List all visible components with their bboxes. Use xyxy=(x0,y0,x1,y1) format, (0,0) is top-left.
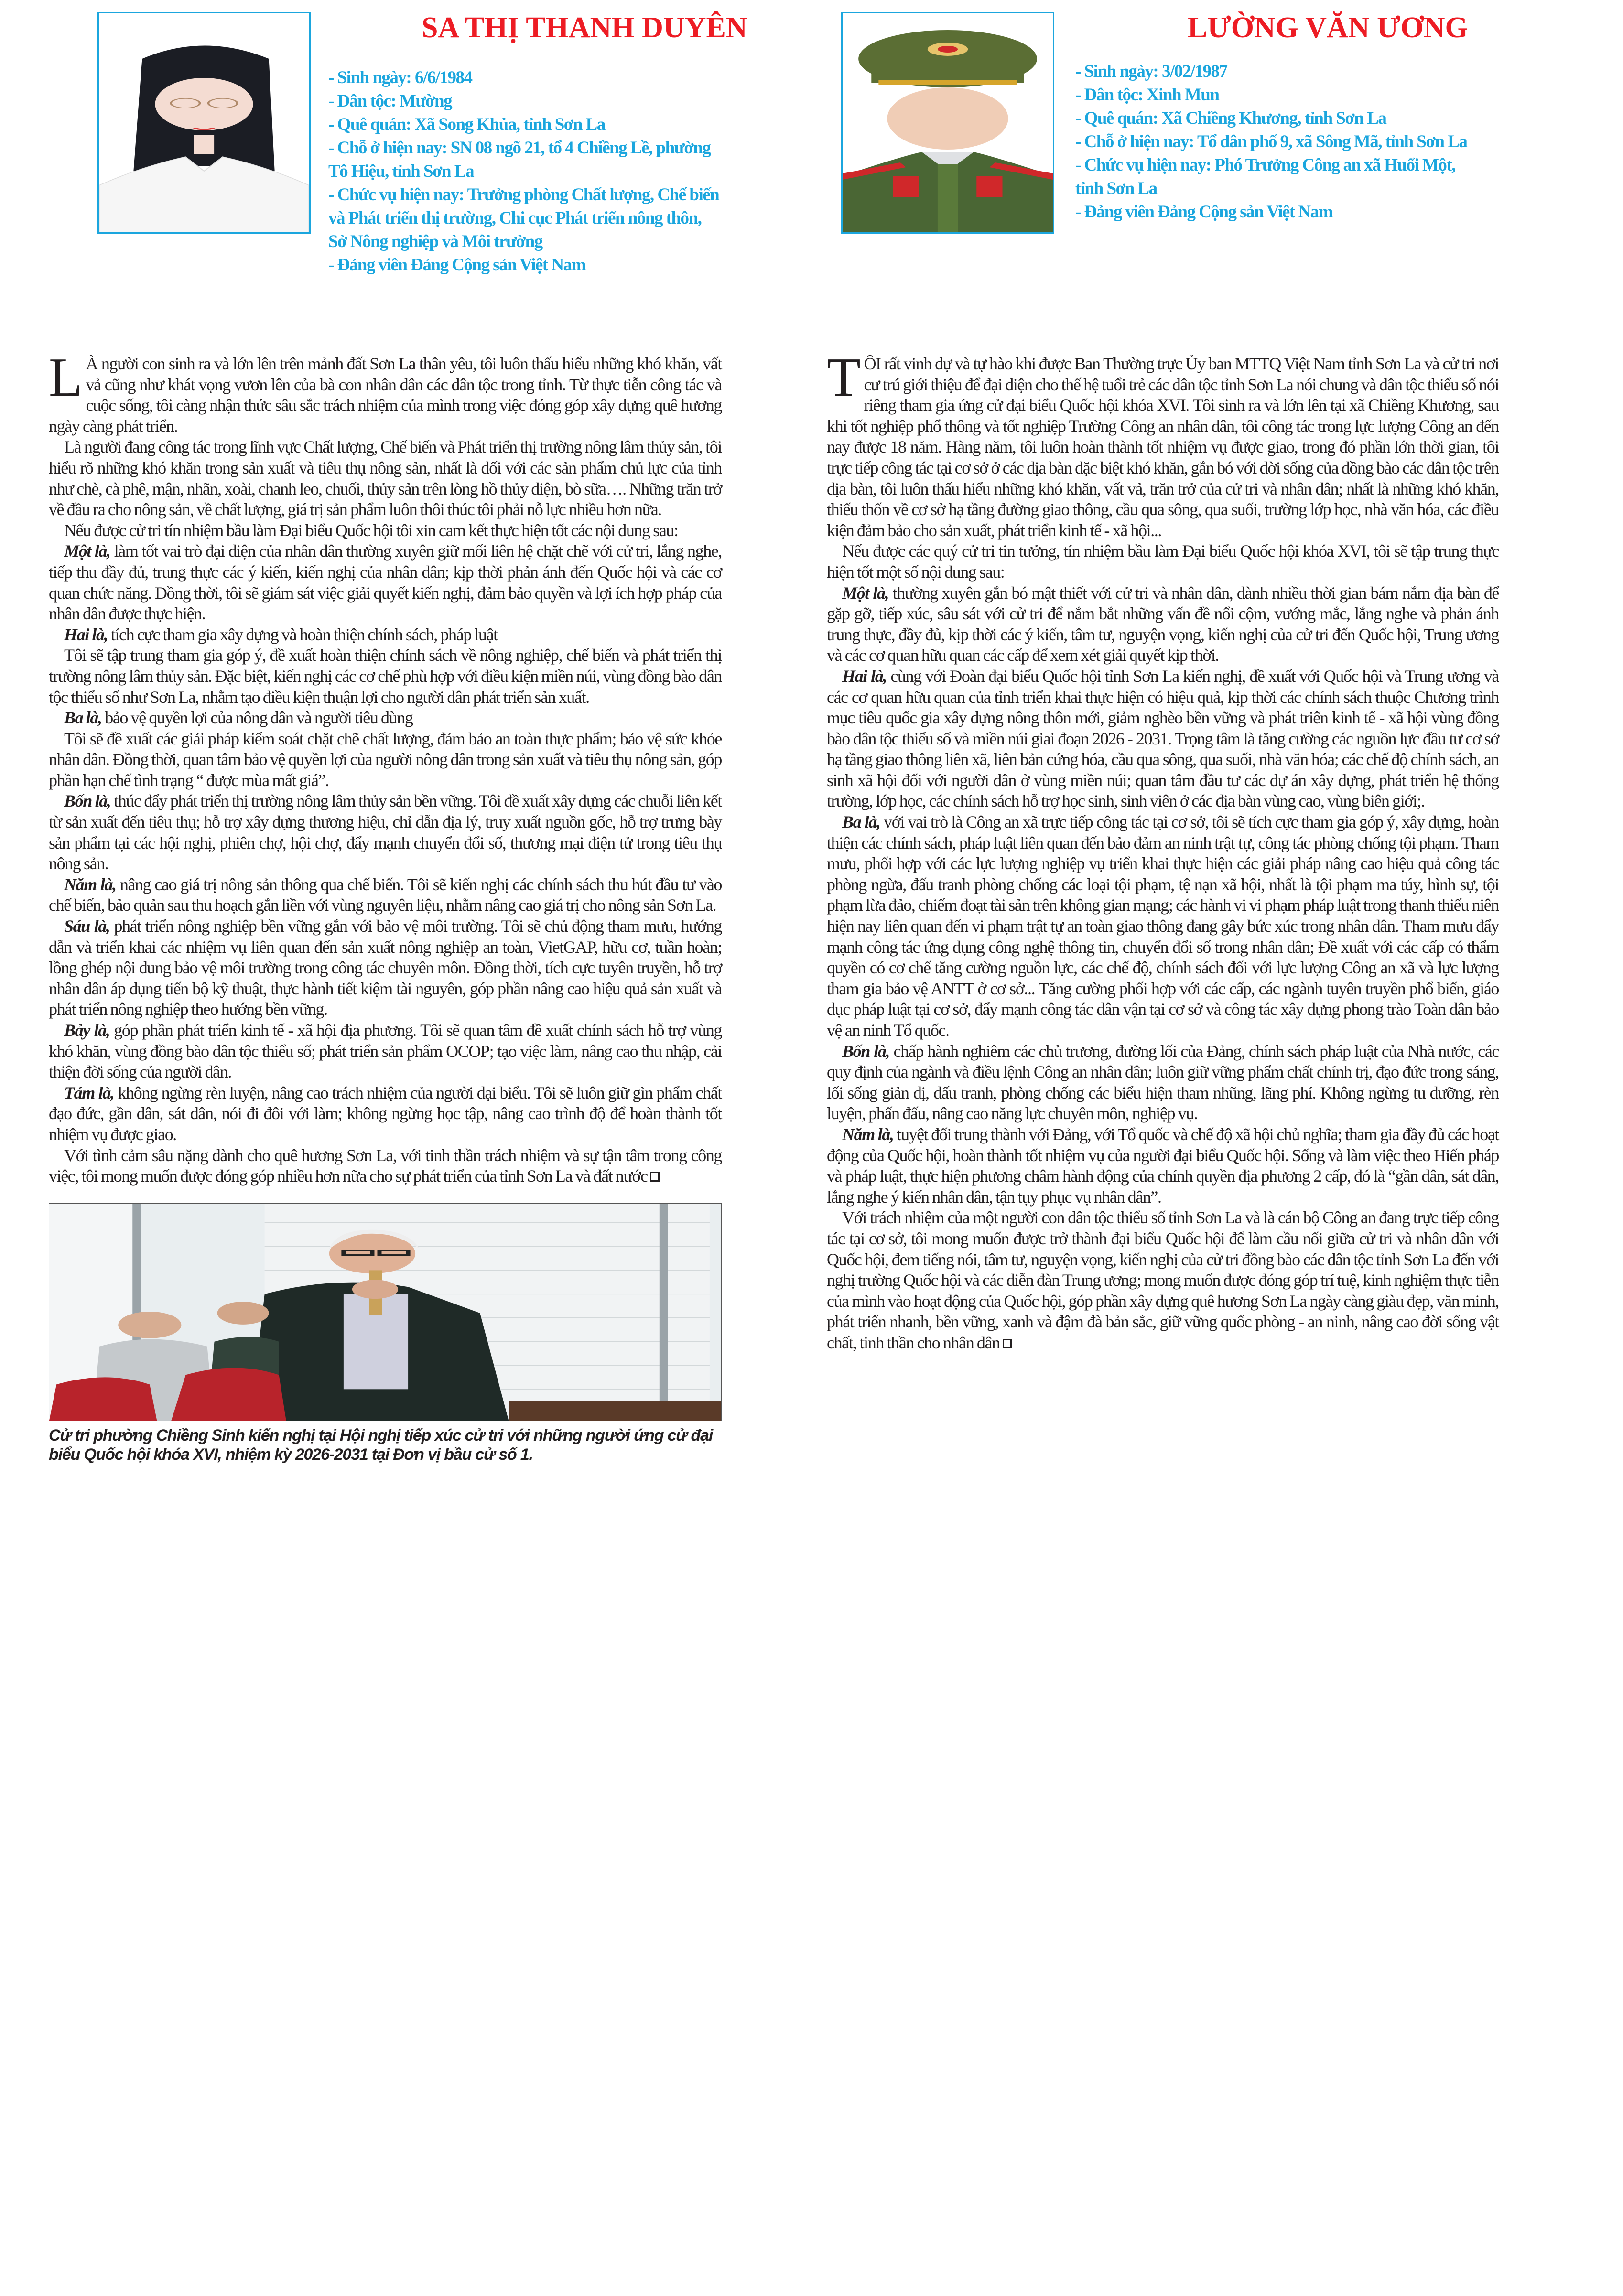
article-paragraph xyxy=(49,645,722,708)
article-paragraph xyxy=(49,1145,722,1187)
article-paragraph xyxy=(49,874,722,916)
paragraph-text: Với trách nhiệm của một người con dân tộc thiểu số tỉnh Sơn La và là cán bộ Công an đang trực tiếp công tác tại cơ sở, tôi mong muốn được trở thành đại biểu Quốc hội để làm cầu nối giữa cử tri và nhân dân với Quốc hội, đem tiếng nói, tâm tư, nguyện vọng, kiến nghị của cử tri đồng bào các dân tộc tỉnh Sơn La đến với nghị trường Quốc hội và các diễn đàn Trung ương; mong muốn được đóng góp trí tuệ, kinh nghiệm thực tiễn của mình vào hoạt động của Quốc hội, góp phần xây dựng quê hương Sơn La ngày càng giàu đẹp, văn minh, phát triển nhanh, bền vững, xanh và đậm đà bản sắc, giữ vững quốc phòng - an ninh, nâng cao đời sống vật chất, tinh thần cho nhân dân xyxy=(827,1208,1499,1352)
bio-line: - Quê quán: Xã Chiềng Khương, tỉnh Sơn La xyxy=(1075,108,1386,128)
candidate-portrait-photo xyxy=(841,12,1054,234)
article-paragraph xyxy=(827,583,1499,666)
bio-line: - Chỗ ở hiện nay: SN 08 ngõ 21, tổ 4 Chiềng Lề, phường xyxy=(328,138,711,158)
article-paragraph xyxy=(49,1020,722,1083)
point-lead: Một là, xyxy=(64,541,110,561)
article-paragraph xyxy=(49,729,722,791)
point-lead: Năm là, xyxy=(64,874,116,894)
article-paragraph xyxy=(827,666,1499,812)
bio-line: - Dân tộc: Xinh Mun xyxy=(1075,85,1219,105)
point-lead: Hai là, xyxy=(842,666,887,686)
paragraph-text: không ngừng rèn luyện, nâng cao trách nhiệm của người đại biểu. Tôi sẽ luôn giữ gìn phẩm chất đạo đức, gần dân, sát dân, nói đi đôi với làm; không ngừng học tập, nâng cao trình độ để hoàn thành tốt nhiệm vụ được giao. xyxy=(49,1083,722,1144)
bio-line: - Đảng viên Đảng Cộng sản Việt Nam xyxy=(1075,202,1332,222)
voter-speaking-image xyxy=(49,1204,721,1421)
point-lead: Tám là, xyxy=(64,1083,114,1102)
article-paragraph xyxy=(827,1207,1499,1353)
bio-line: - Dân tộc: Mường xyxy=(328,91,452,111)
end-of-article-icon xyxy=(1003,1339,1012,1348)
article-paragraph xyxy=(49,347,722,437)
paragraph-text: phát triển nông nghiệp bền vững gắn với bảo vệ môi trường. Tôi sẽ chủ động tham mưu, hướng dẫn và triển khai các nhiệm vụ liên quan đến sản xuất nông nghiệp an toàn, VietGAP, hữu cơ, tuần hoàn; lồng ghép nội dung bảo vệ môi trường trong công tác chuyên môn. Đồng thời, tích cực tuyên truyền, hỗ trợ nhân dân áp dụng tiến bộ kỹ thuật, thực hành tiết kiệm tài nguyên, góp phần nâng cao hiệu quả sản xuất và phát triển nông nghiệp theo hướng bền vững. xyxy=(49,916,722,1019)
paragraph-text: với vai trò là Công an xã trực tiếp công tác tại cơ sở, tôi sẽ tích cực tham gia góp ý, xây dựng, hoàn thiện các chính sách, pháp luật liên quan đến bảo đảm an ninh trật tự, công tác phòng chống tội phạm. Tham mưu, phối hợp với các lực lượng nghiệp vụ triển khai thực hiện các giải pháp nâng cao hiệu quả công tác phòng ngừa, đấu tranh phòng chống các loại tội phạm, tệ nạn xã hội, nhất là tội phạm ma túy, hình sự, tội phạm lừa đảo, chiếm đoạt tài sản trên không gian mạng; các hành vi vi phạm pháp luật trong thanh thiếu niên hiện nay liên quan đến vi phạm trật tự an toàn giao thông đang gây bức xúc trong nhân dân. Tham mưu đẩy mạnh công tác ứng dụng công nghệ thông tin, chuyển đổi số trong nhân dân; Đề xuất với các cấp có thẩm quyền có cơ chế tăng cường nguồn lực, các chế độ, chính sách đối với lực lượng Công an xã và lực lượng tham gia bảo vệ ANTT ở cơ sở... Tăng cường phối hợp với các cấp, các ngành tuyên truyền phổ biến, giáo dục pháp luật tại cơ sở, đẩy mạnh công tác dân vận tại cơ sở và công tác xây dựng phong trào Toàn dân bảo vệ an ninh Tổ quốc. xyxy=(827,812,1499,1040)
article-paragraph xyxy=(49,708,722,729)
candidate-statement xyxy=(49,347,722,1187)
photo-caption: Cử tri phường Chiềng Sinh kiến nghị tại Hội nghị tiếp xúc cử tri với những người ứng cử đại biểu Quốc hội khóa XVI, nhiệm kỳ 2026-2031 tại Đơn vị bầu cử số 1. xyxy=(49,1426,713,1464)
paragraph-text: thường xuyên gắn bó mật thiết với cử tri và nhân dân, dành nhiều thời gian bám nắm địa bàn để gặp gỡ, tiếp xúc, sâu sát với cử tri để nắm bắt những vấn đề nổi cộm, vướng mắc, lắng nghe và phản ánh trung thực, đầy đủ, kịp thời các ý kiến, tâm tư, nguyện vọng, kiến nghị của cử tri đến Quốc hội, Trung ương và các cơ quan hữu quan các cấp để xem xét giải quyết kịp thời. xyxy=(827,583,1499,665)
bio-line: - Chỗ ở hiện nay: Tổ dân phố 9, xã Sông Mã, tỉnh Sơn La xyxy=(1075,132,1467,151)
bio-line: Tô Hiệu, tỉnh Sơn La xyxy=(328,162,474,181)
paragraph-text: làm tốt vai trò đại diện của nhân dân thường xuyên giữ mối liên hệ chặt chẽ với cử tri, lắng nghe, tiếp thu đầy đủ, trung thực các ý kiến, kiến nghị của nhân dân; kịp thời phản ánh đến Quốc hội và các cơ quan chức năng. Đồng thời, tôi sẽ giám sát việc giải quyết kiến nghị, đảm bảo quyền và lợi ích hợp pháp của nhân dân được thực hiện. xyxy=(49,541,722,624)
bio-line: - Sinh ngày: 6/6/1984 xyxy=(328,68,472,87)
paragraph-text: ÔI rất vinh dự và tự hào khi được Ban Thường trực Ủy ban MTTQ Việt Nam tỉnh Sơn La và cử tri nơi cư trú giới thiệu để đại diện cho thế hệ tuổi trẻ các dân tộc tỉnh Sơn La nói chung và dân tộc thiểu số nói riêng tham gia ứng cử đại biểu Quốc hội khóa XVI. Tôi sinh ra và lớn lên tại xã Chiềng Khương, sau khi tốt nghiệp phổ thông và tốt nghiệp Trường Công an nhân dân, tôi công tác trong lực lượng Công an đến nay được 18 năm. Hàng năm, tôi luôn hoàn thành tốt nhiệm vụ được giao, trong đó phần lớn thời gian, tôi trực tiếp công tác tại cơ sở ở các địa bàn đặc biệt khó khăn, gắn bó với đời sống của đồng bào các dân tộc trên địa bàn, tôi luôn thấu hiểu những khó khăn, vất vả, trăn trở của cử tri và nhân dân; nhất là những khó khăn, thiếu thốn về cơ sở hạ tầng đường giao thông, cầu qua sông, qua suối, trường lớp học, nhà văn hóa, các điều kiện đảm bảo cho sản xuất, phát triển kinh tế - xã hội... xyxy=(827,354,1499,540)
article-paragraph xyxy=(49,520,722,541)
point-lead: Bốn là, xyxy=(64,791,111,811)
candidate-bio xyxy=(1075,60,1534,224)
paragraph-text: Nếu được các quý cử tri tin tưởng, tín nhiệm bầu làm Đại biểu Quốc hội khóa XVI, tôi sẽ tập trung thực hiện tốt một số nội dung sau: xyxy=(827,541,1499,582)
paragraph-text: Với tình cảm sâu nặng dành cho quê hương Sơn La, với tinh thần trách nhiệm và sự tận tâm trong công việc, tôi mong muốn được đóng góp nhiều hơn nữa cho sự phát triển của tỉnh Sơn La và đất nước xyxy=(49,1145,722,1186)
drop-cap: L xyxy=(49,347,82,408)
bio-line: - Chức vụ hiện nay: Phó Trưởng Công an xã Huổi Một, xyxy=(1075,155,1455,175)
article-paragraph xyxy=(49,541,722,624)
paragraph-text: nâng cao giá trị nông sản thông qua chế biến. Tôi sẽ kiến nghị các chính sách thu hút đầu tư vào chế biến, bảo quản sau thu hoạch gắn liền với vùng nguyên liệu, nhằm nâng cao giá trị cho nông sản Sơn La. xyxy=(49,874,722,915)
point-lead: Một là, xyxy=(842,583,889,603)
paragraph-text: cùng với Đoàn đại biểu Quốc hội tỉnh Sơn La kiến nghị, đề xuất với Quốc hội và Trung ương và các cơ quan hữu quan của tỉnh triển khai thực hiện có hiệu quả, kịp thời các chính sách thuộc Chương trình mục tiêu quốc gia xây dựng nông thôn mới, giảm nghèo bền vững và phát triển kinh tế - xã hội vùng đồng bào dân tộc thiểu số và miền núi giai đoạn 2026 - 2031. Trọng tâm là tăng cường các nguồn lực đầu tư cơ sở hạ tầng giao thông liên xã, liên bản cứng hóa, cầu qua sông, qua suối, nhà văn hóa; các chế độ chính sách, an sinh xã hội đối với người dân ở vùng miền núi; quan tâm đầu tư các dự án xây dựng, phát triển hệ thống trường, lớp học, các chính sách hỗ trợ học sinh, sinh viên ở các địa bàn vùng cao, vùng biên giới;. xyxy=(827,666,1499,811)
bio-line: - Quê quán: Xã Song Khủa, tỉnh Sơn La xyxy=(328,115,605,134)
point-lead: Hai là, xyxy=(64,625,108,644)
paragraph-text: tích cực tham gia xây dựng và hoàn thiện chính sách, pháp luật xyxy=(108,625,498,644)
candidate-bio xyxy=(328,66,782,277)
article-paragraph xyxy=(49,916,722,1020)
bio-line: Sở Nông nghiệp và Môi trường xyxy=(328,232,542,251)
paragraph-text: bảo vệ quyền lợi của nông dân và người tiêu dùng xyxy=(101,708,413,728)
paragraph-text: tuyệt đối trung thành với Đảng, với Tổ quốc và chế độ xã hội chủ nghĩa; tham gia đầy đủ các hoạt động của Quốc hội, hoàn thành tốt nhiệm vụ của người đại biểu Quốc hội. Sống và làm việc theo Hiến pháp và pháp luật, thực hiện phương châm hành động của chính quyền địa phương 2 cấp, đó là “gần dân, sát dân, lắng nghe ý kiến nhân dân, tận tụy phục vụ nhân dân”. xyxy=(827,1124,1499,1207)
candidate-header xyxy=(49,0,747,334)
article-paragraph xyxy=(827,347,1499,541)
event-photo xyxy=(49,1203,722,1421)
candidate-name: SA THỊ THANH DUYÊN xyxy=(422,11,747,44)
bio-line: - Đảng viên Đảng Cộng sản Việt Nam xyxy=(328,255,585,275)
drop-cap: T xyxy=(827,347,860,408)
article-paragraph xyxy=(827,812,1499,1041)
candidate-name: LƯỜNG VĂN ƯƠNG xyxy=(1188,11,1468,44)
candidate-right xyxy=(812,0,1623,1464)
paragraph-text: góp phần phát triển kinh tế - xã hội địa phương. Tôi sẽ quan tâm đề xuất chính sách hỗ trợ vùng khó khăn, vùng đồng bào dân tộc thiểu số; phát triển sản phẩm OCOP; tạo việc làm, nâng cao thu nhập, cải thiện đời sống của người dân. xyxy=(49,1021,722,1082)
point-lead: Ba là, xyxy=(842,812,880,832)
article-paragraph xyxy=(49,625,722,646)
bio-line: tỉnh Sơn La xyxy=(1075,179,1157,198)
end-of-article-icon xyxy=(650,1172,660,1182)
point-lead: Ba là, xyxy=(64,708,102,728)
bio-line: - Chức vụ hiện nay: Trưởng phòng Chất lượng, Chế biến xyxy=(328,185,719,205)
paragraph-text: Tôi sẽ tập trung tham gia góp ý, đề xuất hoàn thiện chính sách về nông nghiệp, chế biến và phát triển thị trường nông lâm thủy sản. Đặc biệt, kiến nghị các cơ chế phù hợp với điều kiện miền núi, vùng đồng bào dân tộc thiểu số như Sơn La, nhằm tạo điều kiện thuận lợi cho người dân phát triển sản xuất. xyxy=(49,646,722,707)
point-lead: Bốn là, xyxy=(842,1041,890,1061)
paragraph-text: thúc đẩy phát triển thị trường nông lâm thủy sản bền vững. Tôi đề xuất xây dựng các chuỗi liên kết từ sản xuất đến tiêu thụ; hỗ trợ xây dựng thương hiệu, chỉ dẫn địa lý, truy xuất nguồn gốc, hỗ trợ trưng bày sản phẩm tại các hội nghị, phiên chợ, hội chợ, đẩy mạnh chuyển đổi số, thương mại điện tử trong tiêu thụ nông sản. xyxy=(49,791,722,873)
paragraph-text: À người con sinh ra và lớn lên trên mảnh đất Sơn La thân yêu, tôi luôn thấu hiểu những khó khăn, vất vả cũng như khát vọng vươn lên của bà con nhân dân các dân tộc trong tỉnh. Từ thực tiễn công tác và cuộc sống, tôi càng nhận thức sâu sắc trách nhiệm của mình trong việc đóng góp xây dựng quê hương ngày càng phát triển. xyxy=(49,354,722,436)
candidate-portrait-photo xyxy=(97,12,311,234)
candidate-left xyxy=(0,0,812,1464)
point-lead: Năm là, xyxy=(842,1124,894,1144)
article-paragraph xyxy=(49,791,722,874)
article-paragraph xyxy=(49,437,722,520)
paragraph-text: Tôi sẽ đề xuất các giải pháp kiểm soát chặt chẽ chất lượng, đảm bảo an toàn thực phẩm; bảo vệ sức khỏe nhân dân. Đồng thời, quan tâm bảo vệ quyền lợi của người nông dân trong sản xuất và tiêu thụ nông sản, góp phần hạn chế tình trạng “ được mùa mất giá”. xyxy=(49,729,722,790)
paragraph-text: Nếu được cử tri tín nhiệm bầu làm Đại biểu Quốc hội tôi xin cam kết thực hiện tốt các nội dung sau: xyxy=(64,520,678,540)
portrait-police-officer-image xyxy=(843,13,1053,232)
portrait-woman-image xyxy=(99,13,309,232)
article-paragraph xyxy=(827,1124,1499,1207)
candidate-header xyxy=(827,0,1499,334)
article-paragraph xyxy=(49,1083,722,1145)
paragraph-text: Là người đang công tác trong lĩnh vực Chất lượng, Chế biến và Phát triển thị trường nông lâm thủy sản, tôi hiểu rõ những khó khăn trong sản xuất và tiêu thụ nông sản, nhất là đối với các sản phẩm chủ lực của tỉnh như chè, cà phê, mận, nhãn, xoài, chanh leo, chuối, thủy sản trên lòng hồ thủy điện, bò sữa…. Những trăn trở về đầu ra cho nông sản, về chất lượng, giá trị sản phẩm luôn thôi thúc tôi phải nỗ lực nhiều hơn nữa. xyxy=(49,437,722,519)
article-paragraph xyxy=(827,1041,1499,1124)
paragraph-text: chấp hành nghiêm các chủ trương, đường lối của Đảng, chính sách pháp luật của Nhà nước, các quy định của ngành và điều lệnh Công an nhân dân; luôn giữ vững phẩm chất chính trị, đạo đức trong sáng, lối sống giản dị, đấu tranh, phòng chống các biểu hiện tham nhũng, lãng phí. Không ngừng tu dưỡng, rèn luyện, phấn đấu, nâng cao năng lực chuyên môn, nghiệp vụ. xyxy=(827,1041,1499,1123)
candidate-statement xyxy=(827,347,1499,1354)
point-lead: Sáu là, xyxy=(64,916,110,936)
article-paragraph xyxy=(827,541,1499,582)
bio-line: và Phát triển thị trường, Chi cục Phát triển nông thôn, xyxy=(328,208,702,228)
point-lead: Bảy là, xyxy=(64,1021,110,1040)
bio-line: - Sinh ngày: 3/02/1987 xyxy=(1075,62,1227,81)
